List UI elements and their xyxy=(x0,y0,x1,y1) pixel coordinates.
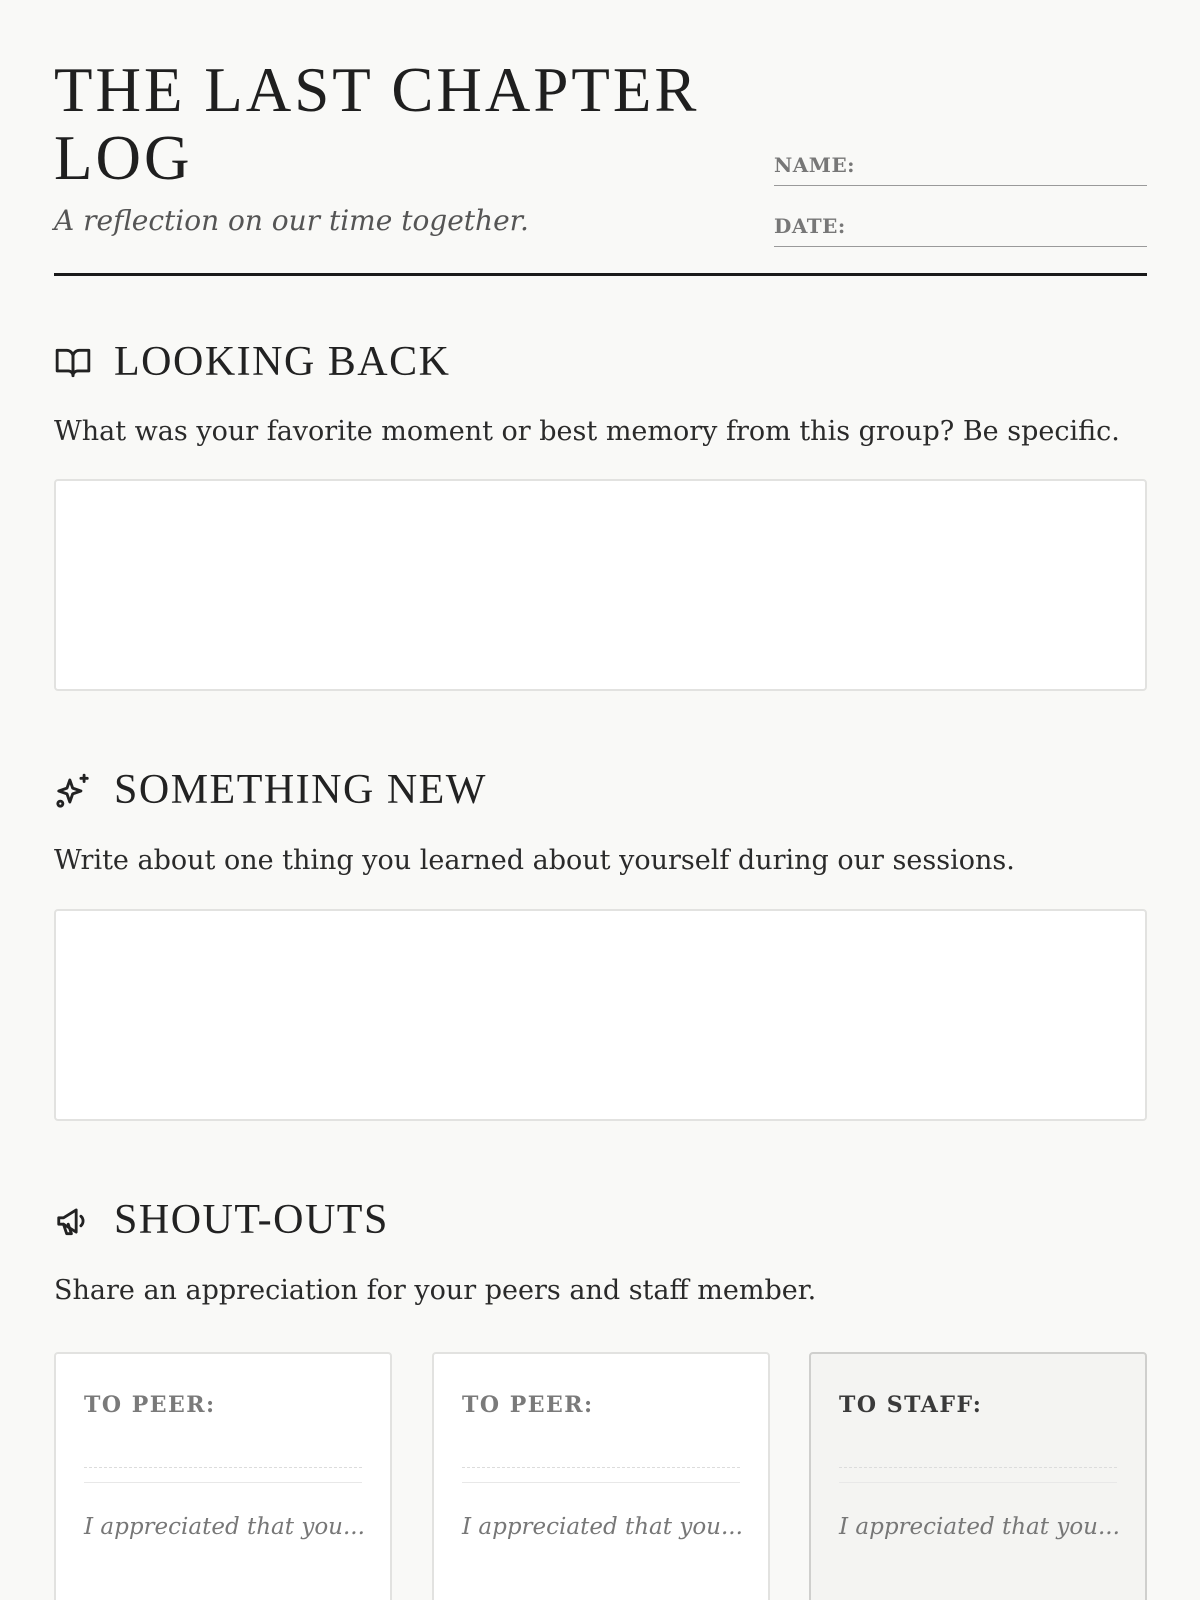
page-title: THE LAST CHAPTER LOG xyxy=(54,55,700,193)
shoutout-label: TO PEER: xyxy=(462,1392,594,1418)
shoutout-card-staff[interactable] xyxy=(809,1352,1147,1600)
name-field[interactable] xyxy=(774,146,1147,186)
divider xyxy=(84,1482,362,1483)
shoutout-hint: I appreciated that you... xyxy=(84,1514,365,1540)
shoutout-label: TO STAFF: xyxy=(839,1392,983,1418)
section-heading: SOMETHING NEW xyxy=(114,767,487,813)
section-something-new-header xyxy=(54,764,1147,814)
section-looking-back-header xyxy=(54,336,1147,386)
looking-back-answer-box[interactable] xyxy=(54,479,1147,691)
open-book-icon xyxy=(54,344,92,382)
date-field[interactable] xyxy=(774,207,1147,247)
something-new-answer-box[interactable] xyxy=(54,909,1147,1121)
date-label: DATE: xyxy=(774,214,846,238)
worksheet-page xyxy=(54,0,1147,1600)
divider xyxy=(462,1482,740,1483)
section-prompt: What was your favorite moment or best memory from this group? Be specific. xyxy=(54,416,1120,447)
sparkles-icon xyxy=(54,772,92,810)
divider xyxy=(839,1482,1117,1483)
shoutout-card-peer-1[interactable] xyxy=(54,1352,392,1600)
section-prompt: Share an appreciation for your peers and staff member. xyxy=(54,1275,817,1306)
megaphone-icon xyxy=(54,1202,92,1240)
header xyxy=(54,56,1147,276)
shoutout-hint: I appreciated that you... xyxy=(839,1514,1120,1540)
section-shout-outs-header xyxy=(54,1194,1147,1244)
name-label: NAME: xyxy=(774,153,856,177)
shoutout-label: TO PEER: xyxy=(84,1392,216,1418)
header-divider xyxy=(54,273,1147,276)
section-prompt: Write about one thing you learned about yourself during our sessions. xyxy=(54,845,1015,876)
name-line[interactable] xyxy=(462,1467,740,1468)
shoutout-card-peer-2[interactable] xyxy=(432,1352,770,1600)
section-heading: SHOUT-OUTS xyxy=(114,1197,389,1243)
shoutout-hint: I appreciated that you... xyxy=(462,1514,743,1540)
name-line[interactable] xyxy=(839,1467,1117,1468)
section-heading: LOOKING BACK xyxy=(114,339,451,385)
page-subtitle: A reflection on our time together. xyxy=(54,204,529,237)
name-line[interactable] xyxy=(84,1467,362,1468)
